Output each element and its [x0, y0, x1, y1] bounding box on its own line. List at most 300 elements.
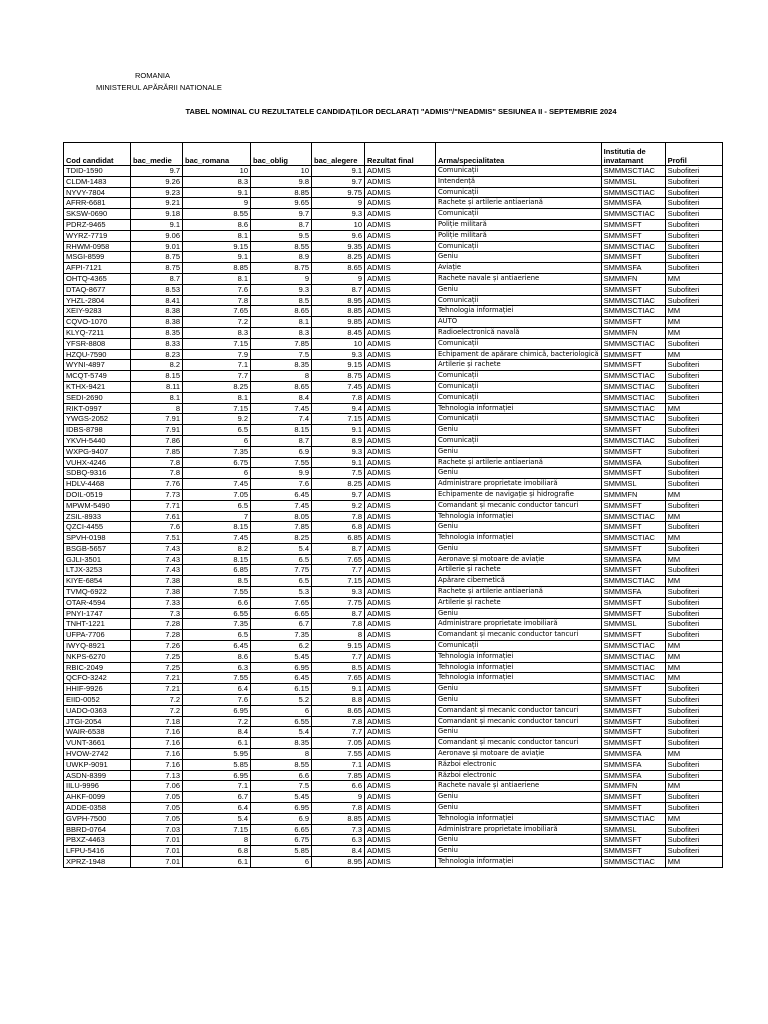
cell-bac-alegere: 7.8 [312, 716, 365, 727]
cell-profil: Subofiteri [665, 479, 722, 490]
cell-rezultat-final: ADMIS [365, 489, 436, 500]
cell-institutia: SMMMSCTIAC [601, 511, 665, 522]
cell-profil: Subofiteri [665, 705, 722, 716]
table-row [64, 263, 723, 274]
cell-rezultat-final: ADMIS [365, 673, 436, 684]
cell-arma-specialitatea: Rachete și artilerie antiaeriană [436, 587, 602, 598]
cell-rezultat-final: ADMIS [365, 543, 436, 554]
cell-bac-alegere: 9.15 [312, 360, 365, 371]
cell-institutia: SMMMSFT [601, 284, 665, 295]
cell-bac-oblig: 6.9 [251, 813, 312, 824]
cell-arma-specialitatea: Comunicații [436, 209, 602, 220]
cell-profil: Subofiteri [665, 630, 722, 641]
cell-rezultat-final: ADMIS [365, 403, 436, 414]
cell-institutia: SMMMSFA [601, 587, 665, 598]
cell-profil: MM [665, 749, 722, 760]
cell-institutia: SMMMFN [601, 781, 665, 792]
cell-bac-romana: 9.1 [183, 252, 251, 263]
table-row [64, 576, 723, 587]
cell-arma-specialitatea: Geniu [436, 543, 602, 554]
cell-profil: MM [665, 317, 722, 328]
cell-bac-oblig: 8.4 [251, 392, 312, 403]
cell-arma-specialitatea: Rachete și artilerie antiaeriană [436, 457, 602, 468]
table-row [64, 857, 723, 868]
cell-cod-candidat: NKPS-6270 [64, 651, 131, 662]
table-row [64, 543, 723, 554]
cell-bac-romana: 8.6 [183, 651, 251, 662]
cell-bac-oblig: 6.45 [251, 489, 312, 500]
cell-bac-alegere: 7.1 [312, 759, 365, 770]
cell-bac-medie: 8.1 [131, 392, 183, 403]
cell-bac-romana: 7 [183, 511, 251, 522]
cell-bac-medie: 7.33 [131, 597, 183, 608]
cell-profil: Subofiteri [665, 727, 722, 738]
cell-bac-romana: 7.55 [183, 587, 251, 598]
cell-rezultat-final: ADMIS [365, 468, 436, 479]
cell-rezultat-final: ADMIS [365, 554, 436, 565]
cell-bac-oblig: 6.5 [251, 576, 312, 587]
cell-institutia: SMMMSCTIAC [601, 435, 665, 446]
col-header-bac-romana: bac_romana [183, 143, 251, 166]
cell-rezultat-final: ADMIS [365, 695, 436, 706]
cell-rezultat-final: ADMIS [365, 263, 436, 274]
cell-profil: Subofiteri [665, 457, 722, 468]
cell-arma-specialitatea: Comandant și mecanic conductor tancuri [436, 705, 602, 716]
cell-bac-alegere: 9.3 [312, 587, 365, 598]
table-row [64, 371, 723, 382]
cell-profil: Subofiteri [665, 565, 722, 576]
cell-profil: Subofiteri [665, 435, 722, 446]
cell-arma-specialitatea: Geniu [436, 727, 602, 738]
table-row [64, 738, 723, 749]
cell-bac-romana: 8.3 [183, 176, 251, 187]
cell-bac-romana: 8.5 [183, 576, 251, 587]
cell-bac-alegere: 8.7 [312, 284, 365, 295]
cell-profil: Subofiteri [665, 759, 722, 770]
cell-bac-alegere: 9 [312, 792, 365, 803]
cell-bac-medie: 7.91 [131, 414, 183, 425]
table-row [64, 619, 723, 630]
table-row [64, 284, 723, 295]
cell-arma-specialitatea: Comunicații [436, 166, 602, 177]
cell-institutia: SMMMSFT [601, 684, 665, 695]
cell-bac-medie: 9.23 [131, 187, 183, 198]
cell-cod-candidat: LTJX-3253 [64, 565, 131, 576]
cell-rezultat-final: ADMIS [365, 295, 436, 306]
cell-bac-medie: 9.21 [131, 198, 183, 209]
table-row [64, 727, 723, 738]
cell-arma-specialitatea: Comunicații [436, 641, 602, 652]
cell-bac-oblig: 7.5 [251, 349, 312, 360]
cell-bac-alegere: 7.75 [312, 597, 365, 608]
cell-arma-specialitatea: Echipamente de navigație și hidrografie [436, 489, 602, 500]
table-row [64, 435, 723, 446]
cell-rezultat-final: ADMIS [365, 597, 436, 608]
cell-arma-specialitatea: Geniu [436, 446, 602, 457]
cell-cod-candidat: CQVO-1070 [64, 317, 131, 328]
cell-profil: MM [665, 662, 722, 673]
cell-bac-alegere: 7.5 [312, 468, 365, 479]
cell-bac-alegere: 6.3 [312, 835, 365, 846]
cell-institutia: SMMMSCTIAC [601, 414, 665, 425]
table-row [64, 662, 723, 673]
cell-bac-medie: 9.06 [131, 230, 183, 241]
cell-bac-romana: 10 [183, 166, 251, 177]
cell-bac-oblig: 8.65 [251, 306, 312, 317]
cell-profil: MM [665, 403, 722, 414]
cell-bac-oblig: 8.65 [251, 381, 312, 392]
cell-bac-alegere: 6.6 [312, 781, 365, 792]
cell-cod-candidat: KIYE-6854 [64, 576, 131, 587]
table-row [64, 641, 723, 652]
document-title [0, 107, 768, 117]
cell-bac-medie: 8.38 [131, 306, 183, 317]
cell-rezultat-final: ADMIS [365, 306, 436, 317]
cell-bac-oblig: 5.4 [251, 543, 312, 554]
col-header-bac-alegere: bac_alegere [312, 143, 365, 166]
cell-bac-alegere: 9.1 [312, 425, 365, 436]
cell-bac-romana: 7.2 [183, 716, 251, 727]
cell-arma-specialitatea: Aeronave și motoare de aviație [436, 749, 602, 760]
cell-institutia: SMMMFN [601, 489, 665, 500]
cell-bac-medie: 7.85 [131, 446, 183, 457]
cell-rezultat-final: ADMIS [365, 381, 436, 392]
cell-bac-alegere: 9.7 [312, 176, 365, 187]
cell-cod-candidat: KTHX-9421 [64, 381, 131, 392]
cell-bac-oblig: 8.25 [251, 533, 312, 544]
cell-rezultat-final: ADMIS [365, 371, 436, 382]
cell-bac-medie: 8.7 [131, 273, 183, 284]
cell-bac-oblig: 5.45 [251, 651, 312, 662]
table-row [64, 327, 723, 338]
cell-bac-oblig: 8.7 [251, 435, 312, 446]
cell-arma-specialitatea: Artilerie și rachete [436, 360, 602, 371]
table-row [64, 198, 723, 209]
cell-profil: Subofiteri [665, 295, 722, 306]
cell-bac-romana: 6.85 [183, 565, 251, 576]
cell-institutia: SMMMSFA [601, 263, 665, 274]
cell-profil: Subofiteri [665, 230, 722, 241]
table-row [64, 166, 723, 177]
cell-arma-specialitatea: Comandant și mecanic conductor tancuri [436, 716, 602, 727]
cell-bac-alegere: 7.8 [312, 619, 365, 630]
cell-bac-oblig: 8.55 [251, 759, 312, 770]
cell-profil: MM [665, 641, 722, 652]
cell-bac-alegere: 10 [312, 219, 365, 230]
cell-bac-romana: 7.35 [183, 446, 251, 457]
table-row [64, 597, 723, 608]
cell-institutia: SMMMSFT [601, 716, 665, 727]
cell-cod-candidat: IILU-9996 [64, 781, 131, 792]
table-row [64, 317, 723, 328]
cell-bac-romana: 6.1 [183, 857, 251, 868]
cell-rezultat-final: ADMIS [365, 803, 436, 814]
table-row [64, 705, 723, 716]
cell-bac-alegere: 9.3 [312, 349, 365, 360]
cell-bac-medie: 7.2 [131, 705, 183, 716]
cell-bac-romana: 7.35 [183, 619, 251, 630]
cell-bac-oblig: 5.2 [251, 695, 312, 706]
cell-bac-romana: 8.6 [183, 219, 251, 230]
cell-institutia: SMMMSFT [601, 835, 665, 846]
cell-cod-candidat: BSGB-5657 [64, 543, 131, 554]
cell-arma-specialitatea: Tehnologia informației [436, 673, 602, 684]
cell-bac-oblig: 8.75 [251, 263, 312, 274]
cell-institutia: SMMMSFA [601, 749, 665, 760]
cell-bac-alegere: 8.75 [312, 371, 365, 382]
cell-bac-alegere: 7.65 [312, 554, 365, 565]
cell-bac-oblig: 6.95 [251, 662, 312, 673]
cell-institutia: SMMMSFT [601, 349, 665, 360]
cell-cod-candidat: PDRZ-9465 [64, 219, 131, 230]
cell-bac-romana: 7.1 [183, 360, 251, 371]
table-row [64, 792, 723, 803]
cell-profil: MM [665, 273, 722, 284]
table-row [64, 338, 723, 349]
cell-bac-romana: 7.2 [183, 317, 251, 328]
cell-institutia: SMMMSFA [601, 457, 665, 468]
cell-arma-specialitatea: Rachete navale și antiaeriene [436, 273, 602, 284]
cell-bac-alegere: 8.7 [312, 543, 365, 554]
cell-institutia: SMMMSCTIAC [601, 533, 665, 544]
cell-rezultat-final: ADMIS [365, 327, 436, 338]
cell-arma-specialitatea: Aviație [436, 263, 602, 274]
cell-bac-alegere: 8.9 [312, 435, 365, 446]
cell-profil: MM [665, 857, 722, 868]
cell-arma-specialitatea: Administrare proprietate imobiliară [436, 619, 602, 630]
cell-rezultat-final: ADMIS [365, 727, 436, 738]
cell-institutia: SMMMSFT [601, 738, 665, 749]
cell-bac-romana: 5.95 [183, 749, 251, 760]
cell-profil: Subofiteri [665, 338, 722, 349]
cell-bac-alegere: 7.8 [312, 511, 365, 522]
cell-bac-oblig: 7.65 [251, 597, 312, 608]
cell-bac-romana: 9 [183, 198, 251, 209]
cell-institutia: SMMMSCTIAC [601, 241, 665, 252]
cell-cod-candidat: SPVH-0198 [64, 533, 131, 544]
cell-profil: MM [665, 781, 722, 792]
cell-profil: MM [665, 554, 722, 565]
cell-bac-oblig: 8.3 [251, 327, 312, 338]
table-row [64, 684, 723, 695]
cell-bac-alegere: 7.7 [312, 727, 365, 738]
cell-institutia: SMMMSFT [601, 695, 665, 706]
cell-profil: Subofiteri [665, 381, 722, 392]
cell-arma-specialitatea: Administrare proprietate imobiliară [436, 824, 602, 835]
cell-bac-oblig: 7.45 [251, 500, 312, 511]
cell-bac-romana: 6.5 [183, 500, 251, 511]
cell-cod-candidat: GJLI-3501 [64, 554, 131, 565]
cell-bac-medie: 7.03 [131, 824, 183, 835]
cell-bac-oblig: 5.85 [251, 846, 312, 857]
cell-rezultat-final: ADMIS [365, 630, 436, 641]
cell-arma-specialitatea: Geniu [436, 792, 602, 803]
cell-bac-alegere: 7.7 [312, 565, 365, 576]
cell-bac-alegere: 8.45 [312, 327, 365, 338]
cell-rezultat-final: ADMIS [365, 349, 436, 360]
cell-bac-romana: 7.15 [183, 403, 251, 414]
cell-bac-medie: 7.25 [131, 662, 183, 673]
cell-profil: MM [665, 533, 722, 544]
cell-arma-specialitatea: Tehnologia informației [436, 306, 602, 317]
table-row [64, 360, 723, 371]
cell-cod-candidat: VUNT-3661 [64, 738, 131, 749]
cell-bac-alegere: 8.85 [312, 813, 365, 824]
cell-rezultat-final: ADMIS [365, 792, 436, 803]
table-row [64, 209, 723, 220]
cell-cod-candidat: QCFO-3242 [64, 673, 131, 684]
table-row [64, 651, 723, 662]
cell-arma-specialitatea: Geniu [436, 468, 602, 479]
cell-institutia: SMMMSFT [601, 500, 665, 511]
cell-institutia: SMMMSFT [601, 608, 665, 619]
ministry-text: MINISTERUL APĂRĂRII NATIONALE [96, 83, 222, 92]
table-row [64, 630, 723, 641]
table-row [64, 846, 723, 857]
cell-profil: Subofiteri [665, 263, 722, 274]
cell-profil: Subofiteri [665, 522, 722, 533]
cell-bac-medie: 9.18 [131, 209, 183, 220]
cell-profil: Subofiteri [665, 371, 722, 382]
table-row [64, 522, 723, 533]
cell-bac-alegere: 7.3 [312, 824, 365, 835]
cell-institutia: SMMMSFA [601, 198, 665, 209]
table-row [64, 349, 723, 360]
cell-arma-specialitatea: Tehnologia informației [436, 813, 602, 824]
cell-arma-specialitatea: Comunicații [436, 338, 602, 349]
cell-rezultat-final: ADMIS [365, 716, 436, 727]
cell-bac-medie: 8.33 [131, 338, 183, 349]
cell-institutia: SMMMSFA [601, 770, 665, 781]
table-row [64, 241, 723, 252]
cell-bac-oblig: 8.35 [251, 738, 312, 749]
cell-bac-medie: 8.15 [131, 371, 183, 382]
cell-bac-romana: 8.85 [183, 263, 251, 274]
cell-bac-medie: 7.8 [131, 468, 183, 479]
cell-profil: Subofiteri [665, 608, 722, 619]
cell-rezultat-final: ADMIS [365, 749, 436, 760]
cell-arma-specialitatea: Radioelectronică navală [436, 327, 602, 338]
cell-institutia: SMMMSCTIAC [601, 166, 665, 177]
cell-bac-alegere: 7.05 [312, 738, 365, 749]
cell-bac-romana: 6 [183, 435, 251, 446]
cell-arma-specialitatea: Poliție militară [436, 219, 602, 230]
cell-arma-specialitatea: Tehnologia informației [436, 662, 602, 673]
cell-bac-oblig: 8.1 [251, 317, 312, 328]
cell-institutia: SMMMSCTIAC [601, 813, 665, 824]
cell-arma-specialitatea: Geniu [436, 252, 602, 263]
cell-bac-oblig: 5.45 [251, 792, 312, 803]
cell-profil: Subofiteri [665, 360, 722, 371]
cell-bac-oblig: 8.05 [251, 511, 312, 522]
cell-bac-oblig: 6.65 [251, 824, 312, 835]
cell-rezultat-final: ADMIS [365, 824, 436, 835]
cell-cod-candidat: HZQU-7590 [64, 349, 131, 360]
cell-bac-alegere: 6.85 [312, 533, 365, 544]
cell-profil: MM [665, 306, 722, 317]
table-row [64, 414, 723, 425]
cell-bac-medie: 7.25 [131, 651, 183, 662]
cell-cod-candidat: BBRD-0764 [64, 824, 131, 835]
table-row [64, 295, 723, 306]
cell-rezultat-final: ADMIS [365, 209, 436, 220]
cell-institutia: SMMMSFT [601, 446, 665, 457]
cell-bac-alegere: 8.85 [312, 306, 365, 317]
cell-bac-alegere: 8.5 [312, 662, 365, 673]
cell-rezultat-final: ADMIS [365, 166, 436, 177]
cell-bac-alegere: 9.4 [312, 403, 365, 414]
cell-cod-candidat: OHTQ-4365 [64, 273, 131, 284]
cell-rezultat-final: ADMIS [365, 565, 436, 576]
cell-cod-candidat: WYRZ-7719 [64, 230, 131, 241]
cell-bac-romana: 8.2 [183, 543, 251, 554]
cell-institutia: SMMMSFT [601, 565, 665, 576]
cell-bac-alegere: 8.8 [312, 695, 365, 706]
cell-bac-romana: 6.3 [183, 662, 251, 673]
cell-rezultat-final: ADMIS [365, 533, 436, 544]
cell-institutia: SMMMSCTIAC [601, 651, 665, 662]
cell-bac-alegere: 8.25 [312, 479, 365, 490]
cell-arma-specialitatea: AUTO [436, 317, 602, 328]
cell-bac-medie: 7.3 [131, 608, 183, 619]
cell-institutia: SMMMSCTIAC [601, 187, 665, 198]
table-row [64, 500, 723, 511]
cell-bac-romana: 8.1 [183, 230, 251, 241]
cell-institutia: SMMMSCTIAC [601, 371, 665, 382]
table-row [64, 695, 723, 706]
cell-rezultat-final: ADMIS [365, 414, 436, 425]
cell-bac-medie: 8.2 [131, 360, 183, 371]
cell-bac-romana: 6.6 [183, 597, 251, 608]
cell-bac-oblig: 6.65 [251, 608, 312, 619]
cell-rezultat-final: ADMIS [365, 662, 436, 673]
cell-bac-medie: 9.01 [131, 241, 183, 252]
document-title-text: TABEL NOMINAL CU REZULTATELE CANDIDAȚILOR DECLARAȚI "ADMIS"/"NEADMIS" SESIUNEA II - SEPTEMBRIE 2024 [185, 107, 617, 116]
cell-bac-medie: 7.05 [131, 813, 183, 824]
cell-cod-candidat: PBXZ-4463 [64, 835, 131, 846]
cell-bac-oblig: 7.85 [251, 338, 312, 349]
cell-arma-specialitatea: Echipament de apărare chimică, bacteriologică [436, 349, 602, 360]
table-row [64, 749, 723, 760]
results-table [63, 142, 723, 868]
cell-bac-alegere: 9 [312, 198, 365, 209]
cell-bac-medie: 7.43 [131, 565, 183, 576]
cell-bac-alegere: 7.55 [312, 749, 365, 760]
cell-institutia: SMMMSCTIAC [601, 403, 665, 414]
cell-bac-romana: 6.8 [183, 846, 251, 857]
cell-rezultat-final: ADMIS [365, 457, 436, 468]
cell-bac-oblig: 6.5 [251, 554, 312, 565]
cell-profil: Subofiteri [665, 414, 722, 425]
cell-bac-romana: 7.65 [183, 306, 251, 317]
cell-bac-alegere: 8.25 [312, 252, 365, 263]
cell-bac-romana: 9.2 [183, 414, 251, 425]
table-row [64, 176, 723, 187]
cell-profil: Subofiteri [665, 716, 722, 727]
cell-bac-medie: 7.43 [131, 543, 183, 554]
cell-bac-alegere: 7.65 [312, 673, 365, 684]
cell-profil: Subofiteri [665, 846, 722, 857]
cell-bac-romana: 8.15 [183, 522, 251, 533]
cell-bac-oblig: 6.55 [251, 716, 312, 727]
cell-institutia: SMMMSFT [601, 522, 665, 533]
cell-arma-specialitatea: Comunicații [436, 435, 602, 446]
cell-bac-alegere: 9.1 [312, 166, 365, 177]
cell-institutia: SMMMSCTIAC [601, 338, 665, 349]
cell-bac-romana: 7.45 [183, 479, 251, 490]
cell-bac-oblig: 8 [251, 371, 312, 382]
cell-bac-medie: 8.35 [131, 327, 183, 338]
